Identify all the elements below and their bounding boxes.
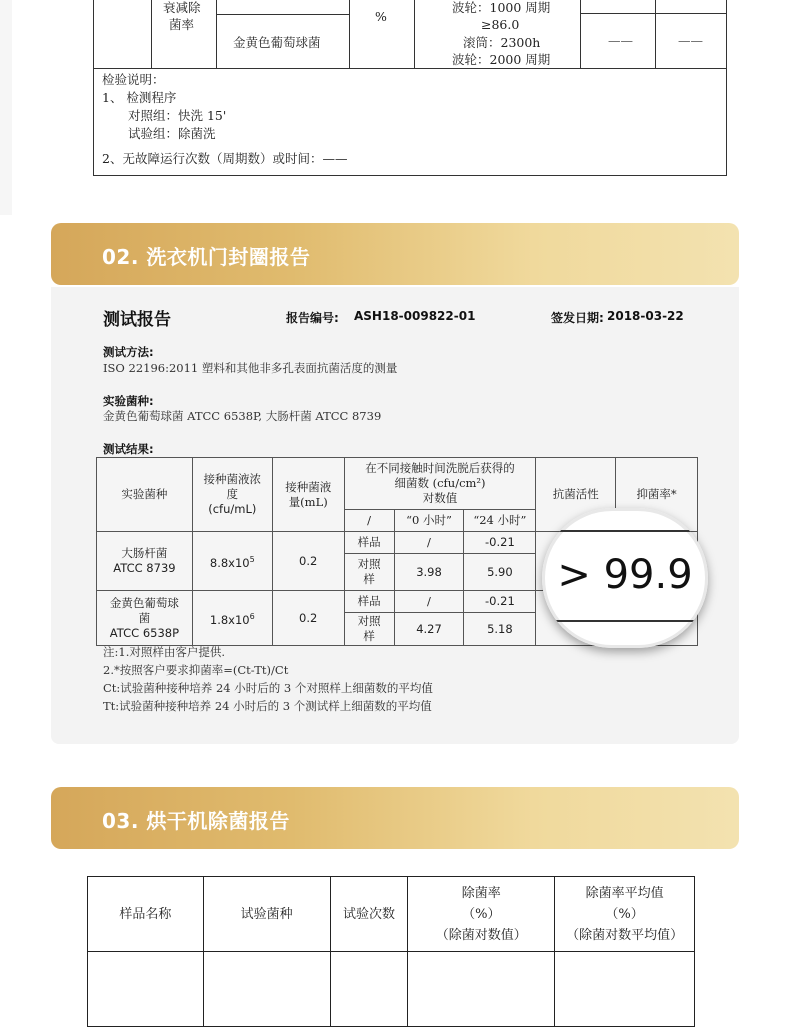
table-border (580, 0, 581, 68)
section-banner-washer-seal (51, 223, 739, 285)
table-border (414, 0, 415, 68)
lens-gridline (542, 620, 708, 622)
header-bacteria-count: 在不同接触时间洗脱后获得的 细菌数 (cfu/cm²) 对数值 (344, 458, 536, 510)
section-banner-dryer (51, 787, 739, 849)
table-border (93, 0, 94, 176)
concentration-cell: $1.8x10^6$ (192, 591, 272, 646)
inhibition-rate-value: > 99.9 (557, 552, 693, 598)
subheader-0h: “0 小时” (394, 510, 464, 532)
value-line: ≥86.0 (481, 17, 520, 32)
row-label-line1: 衰减除 (163, 0, 201, 15)
header-activity: 抗菌活性 (536, 458, 616, 532)
control-24h-cell: 5.90 (464, 554, 536, 591)
dash-cell: —— (608, 33, 633, 48)
issue-date-label: 签发日期: (551, 311, 604, 325)
table-border (93, 68, 727, 69)
subheader-slash: / (344, 510, 394, 532)
concentration-cell: $8.8x10^5$ (192, 532, 272, 591)
report-number-label: 报告编号: (286, 311, 339, 325)
notes-item: 试验组：除菌洗 (128, 126, 216, 141)
header-test-strain: 试验菌种 (203, 877, 330, 952)
header-strain: 实验菌种 (97, 458, 193, 532)
strain-cell: 大肠杆菌 ATCC 8739 (97, 532, 193, 591)
header-test-count: 试验次数 (330, 877, 408, 952)
unit-label: % (375, 9, 387, 24)
sample-0h-cell: / (394, 591, 464, 613)
header-removal-average: 除菌率平均值 （%） （除菌对数平均值） (555, 877, 695, 952)
note-line: 注:1.对照样由客户提供. (103, 645, 226, 659)
strains-text: 金黄色葡萄球菌 ATCC 6538P, 大肠杆菌 ATCC 8739 (103, 409, 382, 423)
strain-label: 金黄色葡萄球菌 (233, 35, 321, 50)
control-label-cell: 对照 样 (344, 613, 394, 646)
notes-item: 对照组：快洗 15' (128, 108, 227, 123)
dash-cell: —— (678, 33, 703, 48)
table-border (216, 0, 217, 68)
value-line: 波轮：2000 周期 (452, 52, 551, 67)
strains-label: 实验菌种: (103, 394, 154, 408)
volume-cell: 0.2 (272, 591, 344, 646)
results-label: 测试结果: (103, 442, 154, 456)
magnifier-lens (542, 508, 708, 648)
control-label-cell: 对照 样 (344, 554, 394, 591)
table-border (216, 14, 350, 15)
note-line: Tt:试验菌种接种培养 24 小时后的 3 个测试样上细菌数的平均值 (103, 699, 432, 713)
table-border (151, 0, 152, 68)
header-inhibition-rate: 抑菌率* (616, 458, 698, 532)
table-border (93, 175, 727, 176)
report-title: 测试报告 (103, 310, 171, 330)
sample-label-cell: 样品 (344, 591, 394, 613)
notes-heading: 检验说明： (102, 72, 165, 87)
header-sample-name: 样品名称 (88, 877, 204, 952)
subheader-24h: “24 小时” (464, 510, 536, 532)
sample-0h-cell: / (394, 532, 464, 554)
empty-cell (88, 952, 204, 1027)
table-border (726, 0, 727, 176)
left-edge-strip (0, 0, 12, 215)
header-removal-rate: 除菌率 （%） （除菌对数值） (408, 877, 555, 952)
previous-report-fragment (0, 0, 790, 215)
row-label-line2: 菌率 (169, 17, 195, 32)
sample-label-cell: 样品 (344, 532, 394, 554)
issue-date: 2018-03-22 (607, 309, 684, 323)
table-border (655, 0, 656, 68)
section-title: 02. 洗衣机门封圈报告 (102, 245, 311, 269)
note-line: Ct:试验菌种接种培养 24 小时后的 3 个对照样上细菌数的平均值 (103, 681, 433, 695)
note-line: 2.*按照客户要求抑菌率=(Ct-Tt)/Ct (103, 663, 289, 677)
notes-item: 2、无故障运行次数（周期数）或时间：—— (102, 151, 348, 166)
control-0h-cell: 4.27 (394, 613, 464, 646)
dryer-report-table (87, 876, 695, 1027)
header-concentration: 接种菌液浓 度 (cfu/mL) (192, 458, 272, 532)
volume-cell: 0.2 (272, 532, 344, 591)
sample-24h-cell: -0.21 (464, 532, 536, 554)
empty-cell (203, 952, 330, 1027)
table-border (349, 0, 350, 68)
empty-cell (330, 952, 408, 1027)
section-title: 03. 烘干机除菌报告 (102, 809, 290, 833)
method-text: ISO 22196:2011 塑料和其他非多孔表面抗菌活度的测量 (103, 361, 398, 375)
method-label: 测试方法: (103, 345, 154, 359)
lens-gridline (542, 530, 708, 532)
value-line: 波轮：1000 周期 (452, 0, 551, 15)
control-24h-cell: 5.18 (464, 613, 536, 646)
notes-item: 1、 检测程序 (102, 90, 177, 105)
header-volume: 接种菌液 量(mL) (272, 458, 344, 532)
empty-cell (408, 952, 555, 1027)
control-0h-cell: 3.98 (394, 554, 464, 591)
sample-24h-cell: -0.21 (464, 591, 536, 613)
table-header-row (88, 877, 695, 952)
report-number: ASH18-009822-01 (354, 309, 476, 323)
empty-cell (555, 952, 695, 1027)
strain-cell: 金黄色葡萄球 菌 ATCC 6538P (97, 591, 193, 646)
table-border (580, 13, 726, 14)
value-line: 滚筒：2300h (463, 35, 541, 50)
